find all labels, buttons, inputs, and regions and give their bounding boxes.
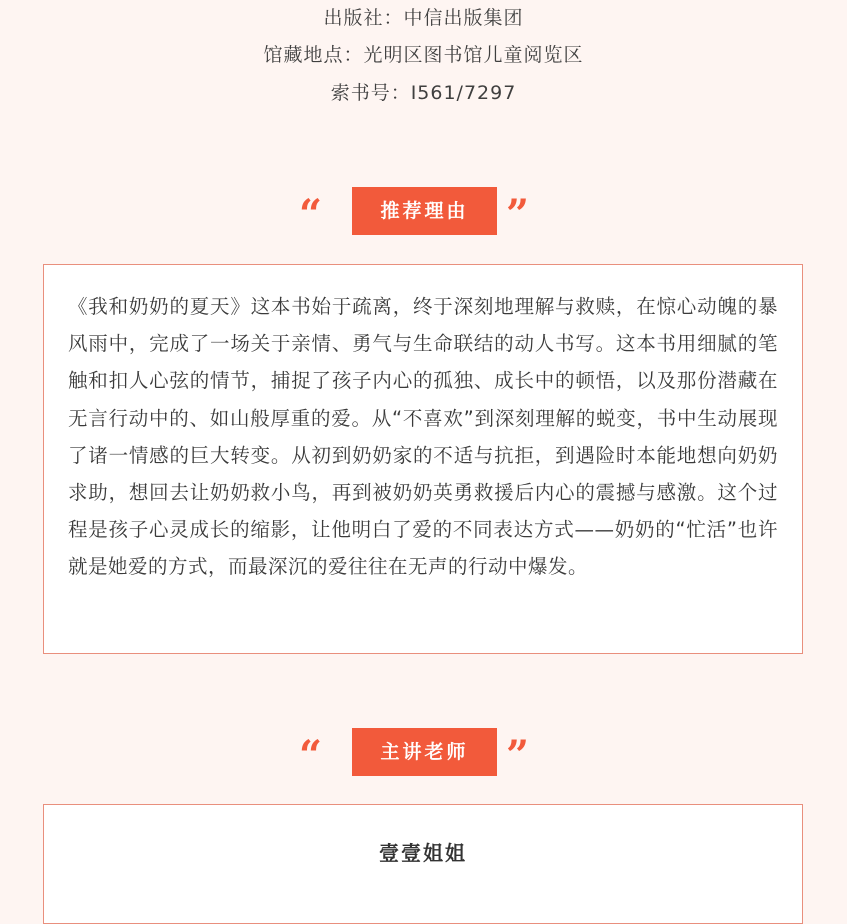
close-quote-icon: ” bbox=[506, 732, 530, 779]
location-line: 馆藏地点：光明区图书馆儿童阅览区 bbox=[263, 44, 584, 66]
teacher-box bbox=[43, 804, 803, 924]
reason-section-header bbox=[0, 187, 847, 238]
teacher-section-header bbox=[0, 728, 847, 779]
reason-text: 《我和奶奶的夏天》这本书始于疏离，终于深刻地理解与救赎，在惊心动魄的暴风雨中，完成了一场关于亲情、勇气与生命联结的动人书写。这本书用细腻的笔触和扣人心弦的情节，捕捉了孩子内心的孤独、成长中的顿悟，以及那份潜藏在无言行动中的、如山般厚重的爱。从“不喜欢”到深刻理解的蜕变，书中生动展现了诸一情感的巨大转变。从初到奶奶家的不适与抗拒，到遇险时本能地想向奶奶求助，想回去让奶奶救小鸟，再到被奶奶英勇救援后内心的震撼与感激。这个过程是孩子心灵成长的缩影，让他明白了爱的不同表达方式——奶奶的“忙活”也许就是她爱的方式，而最深沉的爱往往在无声的行动中爆发。 bbox=[68, 295, 778, 579]
reason-box bbox=[43, 264, 803, 654]
publisher-line: 出版社：中信出版集团 bbox=[323, 7, 524, 29]
call-number-line: 索书号：I561/7297 bbox=[330, 82, 517, 104]
open-quote-icon: “ bbox=[299, 191, 323, 238]
open-quote-icon: “ bbox=[299, 732, 323, 779]
teacher-section-title: 主讲老师 bbox=[352, 728, 497, 776]
close-quote-icon: ” bbox=[506, 191, 530, 238]
reason-section-title: 推荐理由 bbox=[352, 187, 497, 235]
teacher-name: 壹壹姐姐 bbox=[379, 841, 467, 865]
